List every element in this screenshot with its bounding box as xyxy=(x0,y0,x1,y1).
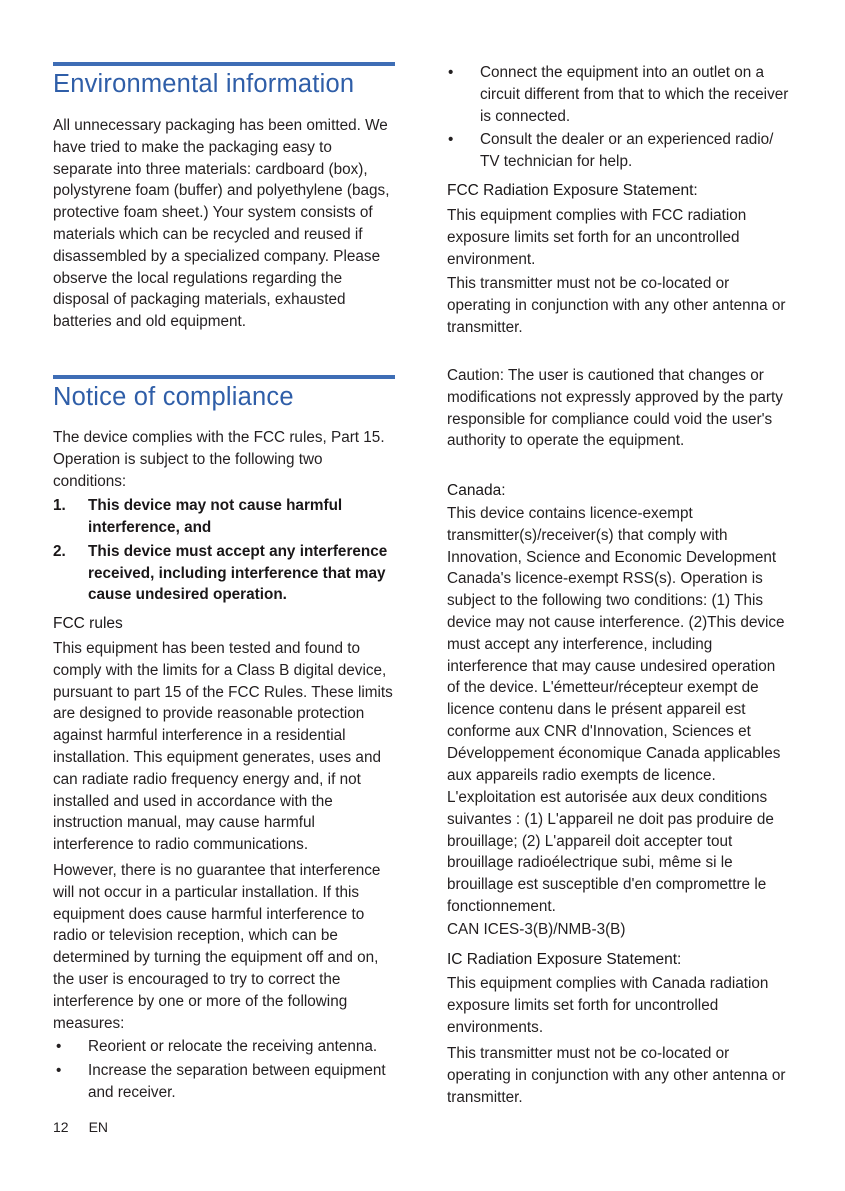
notice-intro-text: The device complies with the FCC rules, Part 15. Operation is subject to the following two conditions: xyxy=(53,429,385,490)
fcc-rules-heading: FCC rules xyxy=(53,615,123,632)
heading-rule xyxy=(53,375,395,379)
fcc-rules-text: This equipment has been tested and found to comply with the limits for a Class B digital device, pursuant to part 15 of the FCC Rules. These limits are designed to provide reasonable protection against harmful interference in a residential installation. This equipment generates, uses and can radiate radio frequency energy and, if not installed and used in accordance with the instruction manual, may cause harmful interference to radio communications. xyxy=(53,640,393,854)
bullet-dot: • xyxy=(448,131,454,148)
condition-number: 2. xyxy=(53,543,66,560)
condition-item xyxy=(53,541,395,606)
bullet-text: Connect the equipment into an outlet on a circuit different from that to which the receiver is connected. xyxy=(480,64,789,125)
bullet-text: Reorient or relocate the receiving antenna. xyxy=(88,1038,378,1055)
section-heading-environmental: Environmental information xyxy=(53,70,355,98)
heading-rule xyxy=(53,62,395,66)
section-heading-notice: Notice of compliance xyxy=(53,383,294,411)
condition-number: 1. xyxy=(53,497,66,514)
fcc-colocation-text: This transmitter must not be co-located or operating in conjunction with any other antenna or transmitter. xyxy=(447,275,786,336)
canada-text: This device contains licence-exempt transmitter(s)/receiver(s) that comply with Innovation, Science and Economic Development Canada's licence-exempt RSS(s). Operation is subject to the following two conditions: (1) This device may not cause interference. (2)This device must accept any interference, including interference that may cause undesired operation of the device. L'émetteur/récepteur exempt de licence contenu dans le présent appareil est conforme aux CNR d'Innovation, Sciences et Développement économique Canada applicables aux appareils radio exempts de licence. xyxy=(447,505,785,784)
canada-french-text: L'exploitation est autorisée aux deux conditions suivantes : (1) L'appareil ne doit pas produire de brouillage; (2) L'appareil doit accepter tout brouillage radioélectrique subi, même si le brouillage est susceptible d'en compromettre le fonctionnement. xyxy=(447,789,774,915)
bullet-dot: • xyxy=(448,64,454,81)
page-footer xyxy=(53,1119,108,1135)
caution-text: Caution: The user is cautioned that changes or modifications not expressly approved by the party responsible for compliance could void the user's authority to operate the equipment. xyxy=(447,367,783,450)
language-code: EN xyxy=(88,1119,109,1135)
environmental-text: All unnecessary packaging has been omitted. We have tried to make the packaging easy to separate into three materials: cardboard (box), polystyrene foam (buffer) and polyethylene (bags, protective foam sheet.) Your system consists of materials which can be recycled and reused if disassembled by a specialized company. Please observe the local regulations regarding the disposal of packaging materials, exhausted batteries and old equipment. xyxy=(53,117,390,331)
canada-heading: Canada: xyxy=(447,482,506,499)
bullet-item xyxy=(53,1060,398,1104)
page-number: 12 xyxy=(53,1119,69,1135)
condition-text: This device must accept any interference received, including interference that may cause undesired operation. xyxy=(88,543,388,604)
condition-item xyxy=(53,495,395,538)
ic-radiation-text: This equipment complies with Canada radiation exposure limits set forth for uncontrolled environments. xyxy=(447,975,769,1036)
fcc-radiation-text: This equipment complies with FCC radiation exposure limits set forth for an uncontrolled environment. xyxy=(447,207,747,268)
ic-colocation-text: This transmitter must not be co-located or operating in conjunction with any other antenna or transmitter. xyxy=(447,1045,786,1106)
bullet-text: Increase the separation between equipment and receiver. xyxy=(88,1062,386,1101)
fcc-guarantee-text: However, there is no guarantee that interference will not occur in a particular installation. If this equipment does cause harmful interference to radio or television reception, which can be determined by turning the equipment off and on, the user is encouraged to try to correct the interference by one or more of the following measures: xyxy=(53,862,381,1032)
bullet-dot: • xyxy=(56,1038,62,1055)
bullet-dot: • xyxy=(56,1062,62,1079)
bullet-item xyxy=(445,129,792,173)
ic-radiation-heading: IC Radiation Exposure Statement: xyxy=(447,951,682,968)
condition-text: This device may not cause harmful interference, and xyxy=(88,497,343,536)
bullet-text: Consult the dealer or an experienced radio/ TV technician for help. xyxy=(480,131,774,170)
bullet-item xyxy=(445,62,792,127)
fcc-radiation-heading: FCC Radiation Exposure Statement: xyxy=(447,182,698,199)
bullet-item xyxy=(53,1036,398,1058)
can-ices-text: CAN ICES-3(B)/NMB-3(B) xyxy=(447,921,626,938)
